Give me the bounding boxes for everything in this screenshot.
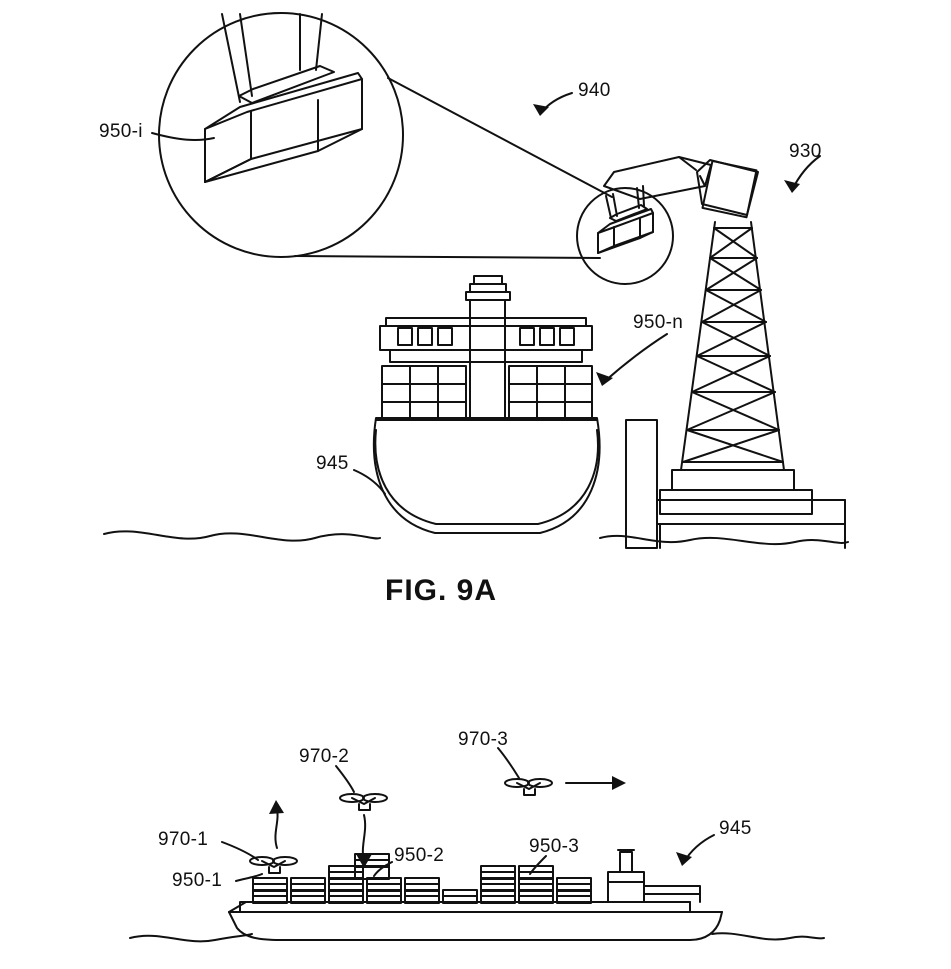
callout-label-945-fig9a: 945 [316,453,349,474]
callout-label-945-fig9b: 945 [719,818,752,839]
figure-caption-9a: FIG. 9A [385,574,498,607]
crane-hook-container [577,186,673,284]
callout-label-970-2: 970-2 [299,746,350,767]
dock-platform [626,420,845,548]
drone-970-3 [505,779,552,795]
callout-label-950-2: 950-2 [394,845,445,866]
callout-label-940: 940 [578,80,611,101]
magnifier-connector-lines [295,78,612,258]
callout-label-950-i: 950-i [99,121,143,142]
crane-tower-930 [660,222,812,514]
ship-945 [374,276,600,533]
magnified-container-950-i [205,14,362,182]
callout-label-950-1: 950-1 [172,870,223,891]
magnifier-circle [159,13,403,257]
leader-lines-9b [222,748,714,881]
callout-label-930: 930 [789,141,822,162]
callout-label-970-3: 970-3 [458,729,509,750]
leader-lines-9a [152,93,820,494]
callout-label-970-1: 970-1 [158,829,209,850]
ship-945-side [229,850,722,940]
drone-970-2 [340,794,387,810]
callout-label-950-3: 950-3 [529,836,580,857]
callout-label-950-n: 950-n [633,312,684,333]
